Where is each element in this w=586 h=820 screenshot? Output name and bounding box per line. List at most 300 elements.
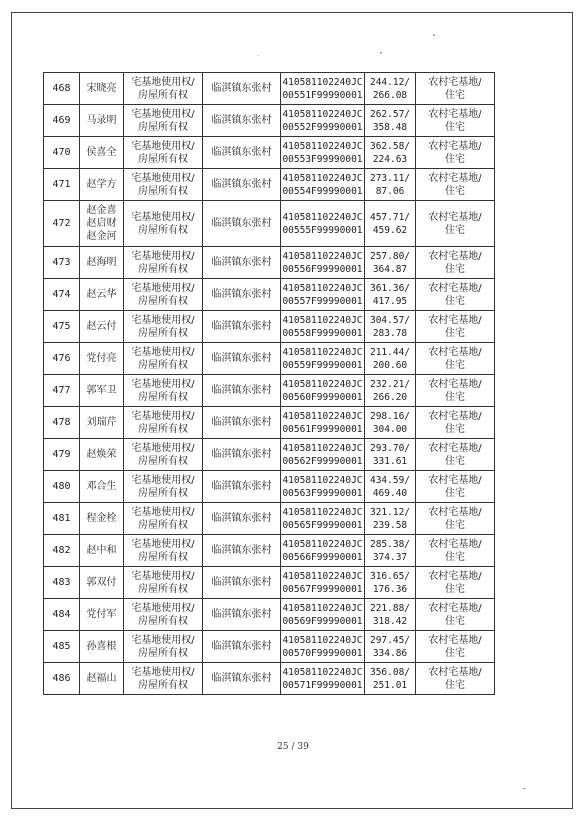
cell-owner-name bbox=[80, 137, 124, 169]
owner-name-line: 邓合生 bbox=[86, 481, 117, 492]
cell-area-text: 257.80/ bbox=[369, 250, 411, 262]
cell-right-type bbox=[124, 471, 203, 503]
cell-owner-name bbox=[80, 439, 124, 471]
cell-usage bbox=[416, 663, 495, 695]
cell-location-text: 临淇镇东张村 bbox=[211, 115, 272, 126]
cell-unit-code-text: 00557F99990001 bbox=[282, 295, 363, 307]
cell-right-type-text: 宅基地使用权/ bbox=[131, 282, 195, 294]
cell-location bbox=[203, 471, 281, 503]
cell-location-text: 临淇镇东张村 bbox=[211, 545, 272, 556]
cell-owner-name bbox=[80, 201, 124, 247]
cell-right-type-text: 宅基地使用权/ bbox=[131, 76, 195, 88]
cell-unit-code-text: 410581102240JC bbox=[282, 442, 363, 454]
cell-number-text: 473 bbox=[52, 257, 71, 268]
cell-right-type-text: 宅基地使用权/ bbox=[131, 140, 195, 152]
cell-area-text: 283.78 bbox=[372, 327, 408, 339]
cell-right-type-text: 宅基地使用权/ bbox=[131, 442, 195, 454]
table-row bbox=[44, 407, 495, 439]
owner-name-line: 宋晓亮 bbox=[86, 83, 117, 94]
scan-speck bbox=[380, 52, 382, 54]
cell-right-type-text: 房屋所有权 bbox=[138, 583, 188, 595]
cell-area-text: 362.58/ bbox=[369, 140, 411, 152]
cell-number bbox=[44, 375, 80, 407]
cell-right-type-text: 房屋所有权 bbox=[138, 359, 188, 371]
cell-location bbox=[203, 535, 281, 567]
cell-area bbox=[365, 663, 416, 695]
cell-unit-code-text: 410581102240JC bbox=[282, 211, 363, 223]
cell-location-text: 临淇镇东张村 bbox=[211, 385, 272, 396]
cell-right-type bbox=[124, 375, 203, 407]
cell-area-text: 285.38/ bbox=[369, 538, 411, 550]
cell-usage bbox=[416, 343, 495, 375]
cell-number bbox=[44, 343, 80, 375]
cell-owner-name bbox=[80, 169, 124, 201]
cell-unit-code-text: 00553F99990001 bbox=[282, 153, 363, 165]
scan-speck bbox=[523, 788, 526, 789]
cell-usage-text: 农村宅基地/ bbox=[428, 378, 482, 390]
cell-right-type-text: 房屋所有权 bbox=[138, 153, 188, 165]
cell-area bbox=[365, 535, 416, 567]
table-row bbox=[44, 535, 495, 567]
cell-number bbox=[44, 471, 80, 503]
cell-location-text: 临淇镇东张村 bbox=[211, 641, 272, 652]
cell-unit-code-text: 410581102240JC bbox=[282, 570, 363, 582]
cell-area-text: 304.00 bbox=[372, 423, 408, 435]
cell-location bbox=[203, 311, 281, 343]
cell-right-type bbox=[124, 279, 203, 311]
table-row bbox=[44, 311, 495, 343]
table-row bbox=[44, 631, 495, 663]
cell-unit-code-text: 410581102240JC bbox=[282, 602, 363, 614]
cell-unit-code-text: 00571F99990001 bbox=[282, 679, 363, 691]
cell-right-type-text: 宅基地使用权/ bbox=[131, 474, 195, 486]
cell-right-type bbox=[124, 663, 203, 695]
table-row bbox=[44, 375, 495, 407]
cell-unit-code-text: 410581102240JC bbox=[282, 314, 363, 326]
owner-name-line: 赵启财 bbox=[86, 218, 117, 229]
cell-right-type bbox=[124, 535, 203, 567]
cell-number-text: 485 bbox=[52, 641, 71, 652]
cell-area bbox=[365, 599, 416, 631]
cell-owner-name bbox=[80, 663, 124, 695]
cell-unit-code-text: 410581102240JC bbox=[282, 346, 363, 358]
cell-right-type-text: 宅基地使用权/ bbox=[131, 634, 195, 646]
cell-area-text: 459.62 bbox=[372, 224, 408, 236]
cell-area-text: 87.06 bbox=[375, 185, 405, 197]
table-row bbox=[44, 137, 495, 169]
cell-area-text: 232.21/ bbox=[369, 378, 411, 390]
cell-usage-text: 农村宅基地/ bbox=[428, 211, 482, 223]
owner-name-line: 赵云华 bbox=[86, 289, 117, 300]
cell-right-type-text: 宅基地使用权/ bbox=[131, 410, 195, 422]
cell-area-text: 297.45/ bbox=[369, 634, 411, 646]
cell-usage-text: 农村宅基地/ bbox=[428, 602, 482, 614]
cell-usage bbox=[416, 375, 495, 407]
cell-number-text: 486 bbox=[52, 673, 71, 684]
cell-right-type-text: 宅基地使用权/ bbox=[131, 538, 195, 550]
cell-number bbox=[44, 201, 80, 247]
cell-area bbox=[365, 73, 416, 105]
cell-right-type bbox=[124, 247, 203, 279]
cell-usage-text: 住宅 bbox=[445, 295, 465, 307]
cell-unit-code bbox=[281, 439, 365, 471]
cell-number-text: 475 bbox=[52, 321, 71, 332]
cell-usage bbox=[416, 279, 495, 311]
cell-number-text: 477 bbox=[52, 385, 71, 396]
cell-number bbox=[44, 73, 80, 105]
cell-right-type-text: 房屋所有权 bbox=[138, 519, 188, 531]
cell-area-text: 356.08/ bbox=[369, 666, 411, 678]
cell-location-text: 临淇镇东张村 bbox=[211, 449, 272, 460]
cell-right-type-text: 宅基地使用权/ bbox=[131, 172, 195, 184]
cell-usage-text: 住宅 bbox=[445, 455, 465, 467]
cell-unit-code-text: 410581102240JC bbox=[282, 76, 363, 88]
cell-usage-text: 农村宅基地/ bbox=[428, 282, 482, 294]
cell-usage-text: 住宅 bbox=[445, 224, 465, 236]
table-row bbox=[44, 201, 495, 247]
cell-unit-code bbox=[281, 663, 365, 695]
cell-right-type-text: 房屋所有权 bbox=[138, 455, 188, 467]
cell-usage-text: 农村宅基地/ bbox=[428, 474, 482, 486]
cell-location-text: 临淇镇东张村 bbox=[211, 321, 272, 332]
cell-usage bbox=[416, 73, 495, 105]
cell-usage bbox=[416, 471, 495, 503]
cell-unit-code bbox=[281, 599, 365, 631]
cell-usage-text: 农村宅基地/ bbox=[428, 506, 482, 518]
cell-right-type-text: 房屋所有权 bbox=[138, 263, 188, 275]
cell-unit-code bbox=[281, 105, 365, 137]
owner-name-line: 赵焕荣 bbox=[86, 449, 117, 460]
cell-unit-code-text: 00566F99990001 bbox=[282, 551, 363, 563]
cell-usage-text: 农村宅基地/ bbox=[428, 346, 482, 358]
table-row bbox=[44, 73, 495, 105]
cell-right-type bbox=[124, 73, 203, 105]
cell-location bbox=[203, 105, 281, 137]
owner-name-line: 赵金喜 bbox=[86, 205, 117, 216]
cell-unit-code bbox=[281, 471, 365, 503]
scan-speck bbox=[433, 34, 435, 36]
cell-usage bbox=[416, 247, 495, 279]
cell-unit-code-text: 410581102240JC bbox=[282, 172, 363, 184]
cell-usage bbox=[416, 567, 495, 599]
owner-name-line: 马录明 bbox=[86, 115, 117, 126]
cell-area-text: 469.40 bbox=[372, 487, 408, 499]
cell-usage bbox=[416, 201, 495, 247]
cell-location bbox=[203, 567, 281, 599]
cell-unit-code-text: 00552F99990001 bbox=[282, 121, 363, 133]
cell-usage-text: 住宅 bbox=[445, 327, 465, 339]
cell-usage-text: 农村宅基地/ bbox=[428, 634, 482, 646]
cell-location-text: 临淇镇东张村 bbox=[211, 353, 272, 364]
cell-usage-text: 住宅 bbox=[445, 359, 465, 371]
cell-usage-text: 农村宅基地/ bbox=[428, 570, 482, 582]
owner-name-line: 程金栓 bbox=[86, 513, 117, 524]
cell-owner-name bbox=[80, 279, 124, 311]
table-row bbox=[44, 343, 495, 375]
cell-usage-text: 住宅 bbox=[445, 583, 465, 595]
cell-number bbox=[44, 137, 80, 169]
cell-owner-name bbox=[80, 471, 124, 503]
registration-table bbox=[43, 72, 495, 695]
cell-right-type bbox=[124, 631, 203, 663]
cell-location-text: 临淇镇东张村 bbox=[211, 513, 272, 524]
cell-area bbox=[365, 105, 416, 137]
cell-unit-code-text: 00563F99990001 bbox=[282, 487, 363, 499]
cell-unit-code bbox=[281, 169, 365, 201]
cell-area bbox=[365, 169, 416, 201]
cell-usage-text: 住宅 bbox=[445, 263, 465, 275]
cell-area bbox=[365, 137, 416, 169]
cell-area bbox=[365, 311, 416, 343]
cell-unit-code bbox=[281, 631, 365, 663]
cell-usage-text: 农村宅基地/ bbox=[428, 538, 482, 550]
cell-area-text: 321.12/ bbox=[369, 506, 411, 518]
cell-usage bbox=[416, 631, 495, 663]
cell-owner-name bbox=[80, 73, 124, 105]
cell-unit-code-text: 00558F99990001 bbox=[282, 327, 363, 339]
cell-right-type-text: 房屋所有权 bbox=[138, 185, 188, 197]
cell-unit-code-text: 410581102240JC bbox=[282, 410, 363, 422]
cell-unit-code-text: 410581102240JC bbox=[282, 108, 363, 120]
cell-number-text: 468 bbox=[52, 83, 71, 94]
cell-number-text: 476 bbox=[52, 353, 71, 364]
cell-location bbox=[203, 169, 281, 201]
cell-owner-name bbox=[80, 407, 124, 439]
cell-area-text: 262.57/ bbox=[369, 108, 411, 120]
owner-name-line: 赵中和 bbox=[86, 545, 117, 556]
table-row bbox=[44, 247, 495, 279]
cell-area-text: 298.16/ bbox=[369, 410, 411, 422]
cell-location bbox=[203, 73, 281, 105]
cell-area-text: 334.86 bbox=[372, 647, 408, 659]
cell-location bbox=[203, 137, 281, 169]
cell-unit-code-text: 00556F99990001 bbox=[282, 263, 363, 275]
owner-name-line: 党付亮 bbox=[86, 353, 117, 364]
cell-usage-text: 住宅 bbox=[445, 153, 465, 165]
cell-location bbox=[203, 247, 281, 279]
cell-usage bbox=[416, 311, 495, 343]
cell-unit-code bbox=[281, 407, 365, 439]
table-row bbox=[44, 599, 495, 631]
scan-speck bbox=[258, 55, 259, 56]
cell-area-text: 331.61 bbox=[372, 455, 408, 467]
cell-location bbox=[203, 663, 281, 695]
cell-unit-code-text: 00562F99990001 bbox=[282, 455, 363, 467]
cell-number-text: 478 bbox=[52, 417, 71, 428]
cell-usage bbox=[416, 137, 495, 169]
owner-name-line: 郭双付 bbox=[86, 577, 117, 588]
cell-usage bbox=[416, 503, 495, 535]
cell-area-text: 434.59/ bbox=[369, 474, 411, 486]
table-row bbox=[44, 105, 495, 137]
cell-right-type-text: 房屋所有权 bbox=[138, 679, 188, 691]
cell-usage bbox=[416, 407, 495, 439]
cell-right-type bbox=[124, 503, 203, 535]
owner-name-line: 赵云付 bbox=[86, 321, 117, 332]
cell-owner-name bbox=[80, 343, 124, 375]
cell-usage bbox=[416, 105, 495, 137]
cell-unit-code bbox=[281, 73, 365, 105]
cell-unit-code bbox=[281, 375, 365, 407]
cell-number-text: 481 bbox=[52, 513, 71, 524]
cell-owner-name bbox=[80, 311, 124, 343]
cell-unit-code-text: 410581102240JC bbox=[282, 634, 363, 646]
cell-unit-code-text: 00570F99990001 bbox=[282, 647, 363, 659]
cell-area bbox=[365, 567, 416, 599]
cell-area bbox=[365, 247, 416, 279]
cell-usage-text: 农村宅基地/ bbox=[428, 666, 482, 678]
cell-unit-code-text: 410581102240JC bbox=[282, 378, 363, 390]
cell-right-type-text: 房屋所有权 bbox=[138, 391, 188, 403]
table-row bbox=[44, 503, 495, 535]
cell-area bbox=[365, 503, 416, 535]
cell-right-type-text: 宅基地使用权/ bbox=[131, 314, 195, 326]
cell-area-text: 266.20 bbox=[372, 391, 408, 403]
cell-area bbox=[365, 201, 416, 247]
cell-right-type bbox=[124, 439, 203, 471]
table-body bbox=[44, 73, 495, 695]
cell-location bbox=[203, 503, 281, 535]
cell-area-text: 266.08 bbox=[372, 89, 408, 101]
cell-usage bbox=[416, 439, 495, 471]
cell-unit-code-text: 00569F99990001 bbox=[282, 615, 363, 627]
cell-area-text: 417.95 bbox=[372, 295, 408, 307]
cell-usage-text: 农村宅基地/ bbox=[428, 140, 482, 152]
owner-name-line: 赵学方 bbox=[86, 179, 117, 190]
cell-usage-text: 农村宅基地/ bbox=[428, 442, 482, 454]
cell-right-type bbox=[124, 137, 203, 169]
owner-name-line: 赵海明 bbox=[86, 257, 117, 268]
cell-number bbox=[44, 247, 80, 279]
cell-unit-code bbox=[281, 567, 365, 599]
owner-name-line: 赵金河 bbox=[86, 231, 117, 242]
cell-right-type bbox=[124, 567, 203, 599]
cell-unit-code bbox=[281, 343, 365, 375]
cell-right-type-text: 房屋所有权 bbox=[138, 615, 188, 627]
cell-number bbox=[44, 631, 80, 663]
cell-right-type-text: 房屋所有权 bbox=[138, 121, 188, 133]
cell-usage-text: 住宅 bbox=[445, 487, 465, 499]
cell-location bbox=[203, 279, 281, 311]
cell-owner-name bbox=[80, 247, 124, 279]
cell-owner-name bbox=[80, 535, 124, 567]
owner-name-line: 赵福山 bbox=[86, 673, 117, 684]
cell-area bbox=[365, 631, 416, 663]
cell-number bbox=[44, 663, 80, 695]
cell-unit-code-text: 410581102240JC bbox=[282, 250, 363, 262]
cell-area-text: 293.70/ bbox=[369, 442, 411, 454]
cell-right-type-text: 房屋所有权 bbox=[138, 327, 188, 339]
cell-number-text: 479 bbox=[52, 449, 71, 460]
cell-area-text: 224.63 bbox=[372, 153, 408, 165]
cell-number-text: 471 bbox=[52, 179, 71, 190]
cell-right-type-text: 宅基地使用权/ bbox=[131, 108, 195, 120]
cell-unit-code bbox=[281, 137, 365, 169]
cell-usage bbox=[416, 599, 495, 631]
table-row bbox=[44, 169, 495, 201]
cell-right-type bbox=[124, 311, 203, 343]
cell-number bbox=[44, 105, 80, 137]
cell-number bbox=[44, 599, 80, 631]
cell-unit-code-text: 410581102240JC bbox=[282, 474, 363, 486]
cell-unit-code-text: 00559F99990001 bbox=[282, 359, 363, 371]
cell-number bbox=[44, 279, 80, 311]
cell-owner-name bbox=[80, 503, 124, 535]
cell-area-text: 244.12/ bbox=[369, 76, 411, 88]
cell-number bbox=[44, 439, 80, 471]
cell-right-type-text: 宅基地使用权/ bbox=[131, 378, 195, 390]
cell-location-text: 临淇镇东张村 bbox=[211, 481, 272, 492]
cell-area bbox=[365, 343, 416, 375]
table-row bbox=[44, 471, 495, 503]
cell-unit-code-text: 410581102240JC bbox=[282, 538, 363, 550]
cell-owner-name bbox=[80, 599, 124, 631]
cell-area-text: 457.71/ bbox=[369, 211, 411, 223]
cell-area-text: 211.44/ bbox=[369, 346, 411, 358]
cell-usage-text: 农村宅基地/ bbox=[428, 410, 482, 422]
cell-location-text: 临淇镇东张村 bbox=[211, 147, 272, 158]
cell-location bbox=[203, 343, 281, 375]
cell-area-text: 239.58 bbox=[372, 519, 408, 531]
cell-usage-text: 农村宅基地/ bbox=[428, 76, 482, 88]
cell-right-type-text: 宅基地使用权/ bbox=[131, 602, 195, 614]
cell-usage-text: 农村宅基地/ bbox=[428, 108, 482, 120]
cell-unit-code bbox=[281, 247, 365, 279]
table-row bbox=[44, 279, 495, 311]
cell-unit-code-text: 00551F99990001 bbox=[282, 89, 363, 101]
cell-location-text: 临淇镇东张村 bbox=[211, 577, 272, 588]
cell-right-type-text: 宅基地使用权/ bbox=[131, 570, 195, 582]
cell-number-text: 482 bbox=[52, 545, 71, 556]
cell-unit-code-text: 00565F99990001 bbox=[282, 519, 363, 531]
cell-unit-code-text: 410581102240JC bbox=[282, 666, 363, 678]
cell-usage-text: 住宅 bbox=[445, 551, 465, 563]
cell-number bbox=[44, 169, 80, 201]
owner-name-line: 党付军 bbox=[86, 609, 117, 620]
table-row bbox=[44, 567, 495, 599]
cell-right-type-text: 房屋所有权 bbox=[138, 487, 188, 499]
cell-usage bbox=[416, 169, 495, 201]
cell-right-type-text: 宅基地使用权/ bbox=[131, 211, 195, 223]
cell-right-type bbox=[124, 343, 203, 375]
owner-name-line: 刘瑞芹 bbox=[86, 417, 117, 428]
cell-location-text: 临淇镇东张村 bbox=[211, 289, 272, 300]
table-row bbox=[44, 439, 495, 471]
cell-area-text: 358.48 bbox=[372, 121, 408, 133]
cell-location bbox=[203, 631, 281, 663]
cell-usage-text: 农村宅基地/ bbox=[428, 314, 482, 326]
cell-usage-text: 住宅 bbox=[445, 391, 465, 403]
cell-right-type-text: 房屋所有权 bbox=[138, 89, 188, 101]
cell-area-text: 176.36 bbox=[372, 583, 408, 595]
cell-area-text: 200.60 bbox=[372, 359, 408, 371]
cell-right-type-text: 房屋所有权 bbox=[138, 551, 188, 563]
cell-area bbox=[365, 375, 416, 407]
cell-area-text: 361.36/ bbox=[369, 282, 411, 294]
cell-owner-name bbox=[80, 567, 124, 599]
cell-owner-name bbox=[80, 375, 124, 407]
cell-area bbox=[365, 439, 416, 471]
cell-usage-text: 住宅 bbox=[445, 679, 465, 691]
cell-unit-code bbox=[281, 503, 365, 535]
cell-unit-code-text: 00567F99990001 bbox=[282, 583, 363, 595]
cell-unit-code-text: 00561F99990001 bbox=[282, 423, 363, 435]
cell-number bbox=[44, 567, 80, 599]
cell-area-text: 273.11/ bbox=[369, 172, 411, 184]
cell-right-type bbox=[124, 407, 203, 439]
cell-area bbox=[365, 471, 416, 503]
cell-unit-code bbox=[281, 535, 365, 567]
